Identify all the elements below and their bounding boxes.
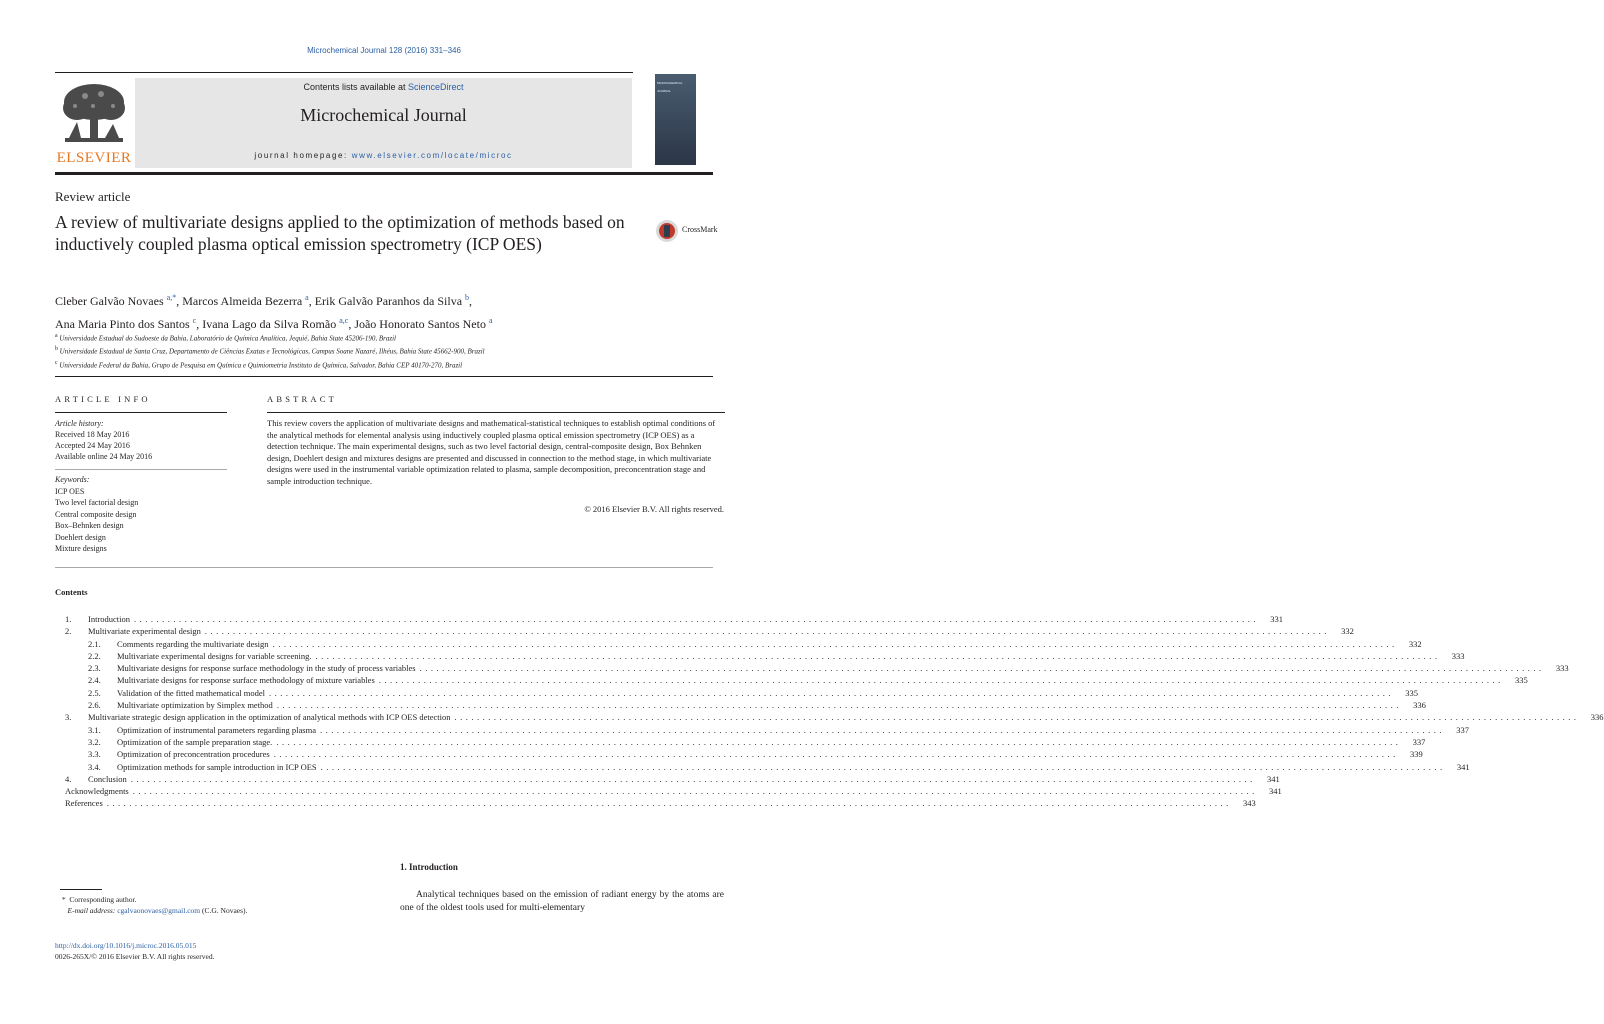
toc-entry[interactable] <box>65 650 1465 663</box>
toc-entry-label[interactable]: Comments regarding the multivariate design <box>117 638 269 649</box>
toc-leader-dots: ........................................................................................................................................................................................................ <box>132 786 1258 797</box>
homepage-link[interactable]: www.elsevier.com/locate/microc <box>351 151 513 160</box>
toc-leader-dots: ........................................................................................................................................................................................................ <box>204 626 1330 637</box>
keyword: ICP OES <box>55 486 85 496</box>
toc-entry-number: 2.2. <box>88 650 101 661</box>
online-date: Available online 24 May 2016 <box>55 452 153 461</box>
toc-entry-page[interactable]: 335 <box>1405 687 1418 698</box>
author-3[interactable]: Erik Galvão Paranhos da Silva $^b$, <box>314 293 473 308</box>
toc-entry-page[interactable]: 336 <box>1413 700 1426 711</box>
journal-title: Microchemical Journal <box>300 105 467 125</box>
toc-entry-page[interactable]: 333 <box>1555 663 1569 674</box>
article-title: A review of multivariate designs applied to the optimization of methods based on inductively coupled plasma optical emission spectrometry (ICP OES) <box>55 212 625 254</box>
corresponding-footnote <box>60 894 247 916</box>
toc-entry-label[interactable]: Optimization of the sample preparation stage. <box>117 736 273 747</box>
toc-entry-number: 1. <box>65 614 72 624</box>
toc-entry[interactable] <box>65 761 1470 774</box>
email-line: E-mail address: cgalvaonovaes@gmail.com (C.G. Novaes). <box>67 906 248 915</box>
toc-entry-number: 3.2. <box>88 736 101 747</box>
toc-entry[interactable] <box>65 663 1569 675</box>
toc-leader-dots: ........................................................................................................................................................................................................ <box>272 638 1398 649</box>
journal-homepage-line <box>135 151 632 160</box>
crossmark-icon <box>655 219 679 243</box>
toc-entry-label[interactable]: Acknowledgments <box>65 786 129 797</box>
author-2-affil[interactable]: a <box>305 293 309 302</box>
toc-leader-dots: ........................................................................................................................................................................................................ <box>454 712 1580 723</box>
toc-entry[interactable] <box>65 749 1423 761</box>
toc-entry-label[interactable]: Validation of the fitted mathematical model <box>117 687 265 698</box>
keywords-rule <box>55 469 227 470</box>
toc-entry[interactable] <box>65 798 1256 810</box>
author-6-affil[interactable]: a <box>488 316 493 325</box>
contents-rule <box>55 567 713 568</box>
toc-entry-number: 3. <box>65 712 72 723</box>
toc-entry-label[interactable]: Multivariate designs for response surface methodology in the study of process variables <box>117 663 416 674</box>
toc-entry-number: 2.6. <box>88 700 101 711</box>
elsevier-wordmark: ELSEVIER <box>56 150 132 166</box>
author-6[interactable]: João Honorato Santos Neto $^a$ <box>354 316 493 331</box>
affiliations <box>55 331 655 371</box>
issn-line: 0026-265X/© 2016 Elsevier B.V. All rights reserved. <box>55 952 215 961</box>
abstract-text: This review covers the application of multivariate designs and mathematical-statistical techniques to establish optimal conditions of the analytical methods for elemental analysis using inductively coupled plasma optical emission spectrometry (ICP OES) as a detection technique. The main experimental designs, such as two level factorial design, central-composite design, Box Behnken design, Doehlert design and mixtures designs are presented and discussed in connection to the method stage, in which multivariate designs were used in the instrumental variable optimization related to plasma, sample decomposition, preconcentration stage and sample introduction technique. <box>267 418 716 486</box>
contents-available-line <box>135 82 632 92</box>
toc-entry-page[interactable]: 332 <box>1408 638 1422 649</box>
toc-entry-label[interactable]: Multivariate strategic design application in the optimization of analytical methods with ICP OES detection <box>88 712 451 723</box>
abstract-rule <box>267 412 725 413</box>
toc-leader-dots: ........................................................................................................................................................................................................ <box>106 798 1232 809</box>
toc-entry-number: 2. <box>65 626 72 637</box>
toc-entry-number: 2.5. <box>88 687 101 698</box>
journal-masthead <box>135 78 632 168</box>
author-3-affil[interactable]: b <box>465 293 470 302</box>
toc-leader-dots: ........................................................................................................................................................................................................ <box>378 675 1504 686</box>
toc-entry-label[interactable]: Multivariate designs for response surface methodology of mixture variables <box>117 675 375 686</box>
toc-entry[interactable] <box>65 626 1354 638</box>
toc-entry-page[interactable]: 336 <box>1590 712 1604 723</box>
author-4[interactable]: Ana Maria Pinto dos Santos $^c$, <box>55 316 203 331</box>
toc-entry[interactable] <box>65 614 1284 626</box>
toc-entry-number: 2.1. <box>88 638 101 649</box>
footnote-rule <box>60 889 102 890</box>
author-5-affil[interactable]: a,c <box>339 316 349 325</box>
toc-entry-page[interactable]: 341 <box>1266 773 1280 784</box>
toc-entry-number: 2.3. <box>88 663 101 674</box>
toc-entry-page[interactable]: 332 <box>1341 626 1354 637</box>
toc-entry-page[interactable]: 337 <box>1456 724 1469 735</box>
toc-entry-page[interactable]: 337 <box>1412 736 1426 747</box>
toc-entry-page[interactable]: 335 <box>1515 675 1528 686</box>
author-2[interactable]: Marcos Almeida Bezerra $^a$, <box>182 293 315 308</box>
toc-entry-page[interactable]: 341 <box>1269 786 1282 797</box>
toc-leader-dots: ........................................................................................................................................................................................................ <box>276 700 1402 711</box>
affiliation-b: $^b$ Universidade Estadual de Santa Cruz, Departamento de Ciências Exatas e Tecnológicas, Campus Soane Nazaré, Ilhéus, Bahia State 45662-900, Brazil <box>55 346 485 356</box>
author-5[interactable]: Ivana Lago da Silva Romão $^{a,c}$, <box>202 316 355 331</box>
author-4-affil[interactable]: c <box>192 316 197 325</box>
toc-leader-dots: ........................................................................................................................................................................................................ <box>315 650 1441 661</box>
keyword: Mixture designs <box>55 544 107 553</box>
keyword: Central composite design <box>55 509 137 519</box>
author-1[interactable]: Cleber Galvão Novaes $^{a,*}$, <box>55 293 183 308</box>
article-info-rule <box>55 412 227 413</box>
toc-entry[interactable] <box>65 773 1280 786</box>
top-rule <box>55 72 633 73</box>
toc-entry-label[interactable]: Conclusion <box>88 773 127 784</box>
toc-entry-number: 3.3. <box>88 749 101 760</box>
toc-entry-label[interactable]: Introduction <box>88 614 131 624</box>
toc-leader-dots: ........................................................................................................................................................................................................ <box>130 773 1256 784</box>
introduction-text: Analytical techniques based on the emission of radiant energy by the atoms are one of the oldest tools used for multi-elementary <box>400 890 724 913</box>
header-thick-rule <box>55 172 713 175</box>
affiliation-a: $^a$ Universidade Estadual do Sudoeste da Bahia, Laboratório de Química Analítica, Jequié, Bahia State 45206-190, Brazil <box>55 333 396 343</box>
author-email-link[interactable]: cgalvaonovaes@gmail.com <box>117 906 201 915</box>
toc-leader-dots: ........................................................................................................................................................................................................ <box>273 749 1399 760</box>
section-rule <box>55 376 713 377</box>
toc-entry[interactable] <box>65 638 1422 651</box>
keywords-label: Keywords: <box>55 475 90 484</box>
homepage-prefix: journal homepage: <box>254 151 352 160</box>
contents-heading: Contents <box>55 587 88 597</box>
toc-entry-page[interactable]: 331 <box>1270 614 1284 624</box>
toc-entry-label[interactable]: Multivariate experimental designs for variable screening. <box>117 650 312 661</box>
abstract-heading: ABSTRACT <box>267 394 337 404</box>
doi-block <box>55 940 215 962</box>
toc-entry-number: 4. <box>65 773 72 784</box>
toc-entry-label[interactable]: Optimization of preconcentration procedures <box>117 749 270 760</box>
toc-entry-label[interactable]: Optimization of instrumental parameters regarding plasma <box>117 724 316 735</box>
cover-title-line1: MICROCHEMICAL <box>657 81 683 85</box>
accepted-date: Accepted 24 May 2016 <box>55 441 130 450</box>
toc-entry-label[interactable]: Multivariate experimental design <box>88 626 201 637</box>
introduction-heading: 1. Introduction <box>400 862 458 872</box>
keyword: Two level factorial design <box>55 498 139 507</box>
journal-cover-image[interactable] <box>655 74 696 165</box>
abstract-copyright: © 2016 Elsevier B.V. All rights reserved. <box>584 504 724 514</box>
toc-entry[interactable] <box>65 712 1604 724</box>
keyword: Box–Behnken design <box>55 521 124 530</box>
toc-entry-page[interactable]: 333 <box>1451 650 1465 661</box>
toc-leader-dots: ........................................................................................................................................................................................................ <box>419 663 1545 674</box>
toc-entry[interactable] <box>65 675 1528 687</box>
toc-entry-page[interactable]: 339 <box>1409 749 1423 760</box>
affiliation-c: $^c$ Universidade Federal da Bahia, Grupo de Pesquisa em Química e Quimiometria Instituto de Química, Salvador, Bahia CEP 40170-270, Brazil <box>55 359 463 369</box>
history-label: Article history: <box>55 419 104 428</box>
toc-entry-number: 3.1. <box>88 724 101 735</box>
table-of-contents <box>65 614 1604 811</box>
toc-leader-dots: ........................................................................................................................................................................................................ <box>134 614 1260 624</box>
author-1-affil[interactable]: a,* <box>166 293 177 302</box>
toc-entry-label[interactable]: Multivariate optimization by Simplex method <box>117 700 273 711</box>
corresponding-author-line: * Corresponding author. <box>61 895 137 904</box>
doi-link[interactable]: http://dx.doi.org/10.1016/j.microc.2016.05.015 <box>55 941 197 950</box>
toc-entry-number: 2.4. <box>88 675 101 686</box>
toc-leader-dots: ........................................................................................................................................................................................................ <box>320 761 1446 772</box>
sciencedirect-link[interactable]: ScienceDirect <box>408 82 464 92</box>
article-type: Review article <box>55 189 131 204</box>
article-history <box>55 418 152 462</box>
contents-prefix: Contents lists available at <box>303 82 409 92</box>
toc-entry-page[interactable]: 343 <box>1243 798 1256 809</box>
toc-entry[interactable] <box>65 700 1426 712</box>
crossmark-badge[interactable] <box>655 219 730 243</box>
author-list <box>55 288 655 334</box>
toc-entry-page[interactable]: 341 <box>1456 761 1470 772</box>
toc-entry-label[interactable]: References <box>65 798 103 809</box>
toc-leader-dots: ........................................................................................................................................................................................................ <box>319 724 1445 735</box>
toc-leader-dots: ........................................................................................................................................................................................................ <box>276 736 1402 747</box>
toc-entry-number: 3.4. <box>88 761 101 772</box>
keywords <box>55 474 138 555</box>
toc-entry[interactable] <box>65 687 1418 700</box>
keyword: Doehlert design <box>55 532 106 542</box>
journal-citation[interactable]: Microchemical Journal 128 (2016) 331–346 <box>307 46 461 55</box>
toc-entry[interactable] <box>65 786 1282 798</box>
toc-leader-dots: ........................................................................................................................................................................................................ <box>269 687 1394 698</box>
crossmark-label: CrossMark <box>682 225 718 234</box>
toc-entry-label[interactable]: Optimization methods for sample introduction in ICP OES <box>117 761 317 772</box>
article-info-heading: ARTICLE INFO <box>55 394 151 404</box>
received-date: Received 18 May 2016 <box>55 430 130 439</box>
toc-entry[interactable] <box>65 724 1469 737</box>
cover-title-line2: JOURNAL <box>657 89 672 93</box>
toc-entry[interactable] <box>65 736 1426 749</box>
